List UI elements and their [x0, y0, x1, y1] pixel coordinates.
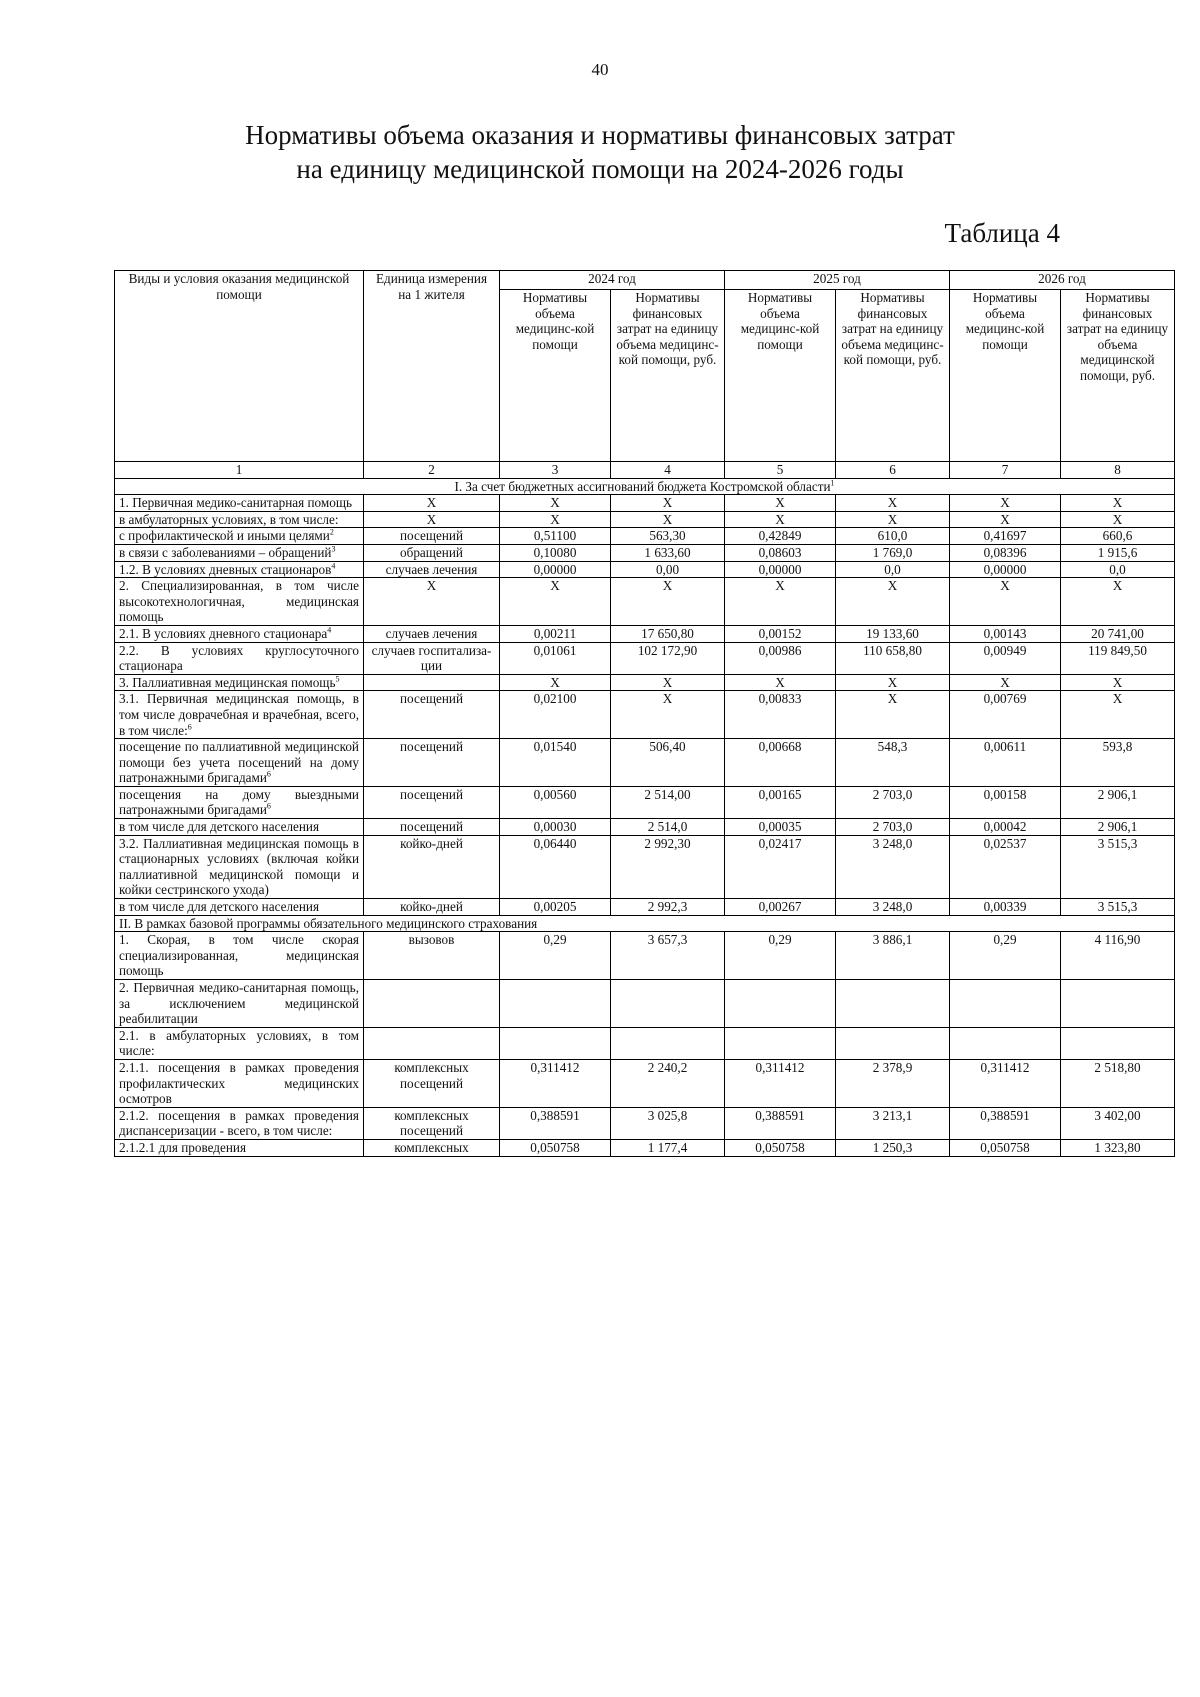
title-line-2: на единицу медицинской помощи на 2024-2026 годы: [296, 154, 904, 184]
table-row: [115, 495, 1175, 512]
finance-cell: [1061, 1027, 1175, 1059]
finance-cell: X: [611, 578, 725, 626]
header-volume: Нормативы объема медицинс-кой помощи: [950, 290, 1061, 462]
finance-cell: [836, 1027, 950, 1059]
volume-cell: 0,00668: [725, 739, 836, 787]
table-row: [115, 674, 1175, 691]
finance-cell: 1 633,60: [611, 544, 725, 561]
finance-cell: 2 378,9: [836, 1059, 950, 1107]
row-name: [115, 544, 364, 561]
column-number: 4: [611, 462, 725, 479]
finance-cell: X: [836, 495, 950, 512]
volume-cell: 0,08603: [725, 544, 836, 561]
finance-cell: X: [611, 495, 725, 512]
row-unit: комплексных посещений: [364, 1107, 500, 1139]
volume-cell: X: [500, 674, 611, 691]
row-name: [115, 528, 364, 545]
row-name: [115, 495, 364, 512]
row-name: [115, 674, 364, 691]
volume-cell: 0,311412: [500, 1059, 611, 1107]
volume-cell: 0,050758: [725, 1139, 836, 1156]
row-name-text: в том числе для детского населения: [119, 819, 320, 835]
row-unit: койко-дней: [364, 835, 500, 898]
volume-cell: 0,29: [725, 932, 836, 980]
footnote-mark: 3: [331, 544, 336, 554]
row-unit: [364, 1027, 500, 1059]
volume-cell: 0,00833: [725, 691, 836, 739]
header-year-2026: 2026 год: [950, 271, 1175, 290]
finance-cell: 548,3: [836, 739, 950, 787]
header-finance: Нормативы финансовых затрат на единицу объема медицинской помощи, руб.: [1061, 290, 1175, 462]
finance-cell: 2 992,30: [611, 835, 725, 898]
row-name-text: 3. Паллиативная медицинская помощь: [119, 674, 336, 690]
table-label: Таблица 4: [944, 218, 1060, 248]
volume-cell: 0,00560: [500, 786, 611, 818]
column-numbers-row: [115, 462, 1175, 479]
finance-cell: X: [611, 691, 725, 739]
finance-cell: 563,30: [611, 528, 725, 545]
finance-cell: 2 703,0: [836, 786, 950, 818]
table-row: [115, 544, 1175, 561]
volume-cell: 0,00035: [725, 819, 836, 836]
title-line-1: Нормативы объема оказания и нормативы финансовых затрат: [245, 120, 955, 150]
finance-cell: 2 514,0: [611, 819, 725, 836]
row-name: [115, 1107, 364, 1139]
table-row: [115, 739, 1175, 787]
finance-cell: 3 657,3: [611, 932, 725, 980]
row-name: [115, 786, 364, 818]
finance-cell: 660,6: [1061, 528, 1175, 545]
finance-cell: 19 133,60: [836, 625, 950, 642]
table-row: [115, 819, 1175, 836]
finance-cell: 1 915,6: [1061, 544, 1175, 561]
row-name: [115, 739, 364, 787]
footnote-mark: 6: [266, 769, 271, 779]
finance-cell: 3 886,1: [836, 932, 950, 980]
finance-cell: 506,40: [611, 739, 725, 787]
finance-cell: 3 213,1: [836, 1107, 950, 1139]
volume-cell: X: [950, 511, 1061, 528]
row-name: [115, 932, 364, 980]
volume-cell: 0,311412: [950, 1059, 1061, 1107]
finance-cell: X: [1061, 495, 1175, 512]
finance-cell: 3 248,0: [836, 899, 950, 916]
row-name-text: в связи с заболеваниями – обращений: [119, 544, 332, 560]
volume-cell: 0,02100: [500, 691, 611, 739]
row-unit: посещений: [364, 819, 500, 836]
finance-cell: 20 741,00: [1061, 625, 1175, 642]
header-year-2024: 2024 год: [500, 271, 725, 290]
header-unit: Единица измерения на 1 жителя: [364, 271, 500, 462]
footnote-mark: 5: [335, 674, 340, 684]
column-number: 1: [115, 462, 364, 479]
row-name: [115, 835, 364, 898]
volume-cell: 0,01061: [500, 642, 611, 674]
table-row: [115, 1139, 1175, 1156]
finance-cell: 1 250,3: [836, 1139, 950, 1156]
volume-cell: 0,08396: [950, 544, 1061, 561]
row-name-text: в амбулаторных условиях, в том числе:: [119, 511, 339, 527]
section-row: [115, 478, 1175, 495]
table-row: [115, 980, 1175, 1028]
volume-cell: 0,06440: [500, 835, 611, 898]
volume-cell: 0,00000: [500, 561, 611, 578]
volume-cell: 0,00158: [950, 786, 1061, 818]
page-number: 40: [591, 60, 609, 79]
finance-cell: 593,8: [1061, 739, 1175, 787]
row-name-text: 2.1. в амбулаторных условиях, в том числе:: [119, 1027, 359, 1059]
row-name-text: 3.1. Первичная медицинская помощь, в том числе доврачебная и врачебная, всего, в том числе:: [119, 691, 359, 738]
section-title-text: II. В рамках базовой программы обязательного медицинского страхования: [119, 915, 538, 931]
volume-cell: 0,00165: [725, 786, 836, 818]
row-name-text: 1. Первичная медико-санитарная помощь: [119, 495, 352, 511]
header-year-2025: 2025 год: [725, 271, 950, 290]
volume-cell: 0,51100: [500, 528, 611, 545]
volume-cell: 0,02417: [725, 835, 836, 898]
row-name: [115, 578, 364, 626]
finance-cell: X: [1061, 691, 1175, 739]
finance-cell: 3 402,00: [1061, 1107, 1175, 1139]
volume-cell: 0,01540: [500, 739, 611, 787]
row-name-text: в том числе для детского населения: [119, 899, 320, 915]
row-unit: случаев лечения: [364, 561, 500, 578]
volume-cell: 0,10080: [500, 544, 611, 561]
row-name-text: 1.2. В условиях дневных стационаров: [119, 561, 332, 577]
row-unit: посещений: [364, 739, 500, 787]
table-row: [115, 835, 1175, 898]
row-name-text: 2.1. В условиях дневного стационара: [119, 625, 328, 641]
finance-cell: 2 906,1: [1061, 786, 1175, 818]
header-finance: Нормативы финансовых затрат на единицу объема медицинс-кой помощи, руб.: [836, 290, 950, 462]
volume-cell: X: [950, 674, 1061, 691]
row-name: [115, 1027, 364, 1059]
volume-cell: 0,388591: [950, 1107, 1061, 1139]
row-unit: случаев госпитализа-ции: [364, 642, 500, 674]
row-unit: обращений: [364, 544, 500, 561]
row-name: [115, 819, 364, 836]
header-finance: Нормативы финансовых затрат на единицу объема медицинс-кой помощи, руб.: [611, 290, 725, 462]
section-title-text: I. За счет бюджетных ассигнований бюджета Костромской области: [454, 478, 831, 494]
row-name-text: 2.1.2. посещения в рамках проведения диспансеризации - всего, в том числе:: [119, 1107, 359, 1139]
row-name: [115, 1059, 364, 1107]
row-name-text: 3.2. Паллиативная медицинская помощь в стационарных условиях (включая койки паллиативной медицинской помощи и койки сестринского ухода): [119, 835, 359, 898]
section-row: [115, 915, 1175, 932]
footnote-mark: 1: [830, 478, 835, 488]
column-number: 8: [1061, 462, 1175, 479]
row-name: [115, 642, 364, 674]
row-unit: X: [364, 511, 500, 528]
header-volume: Нормативы объема медицинс-кой помощи: [725, 290, 836, 462]
volume-cell: 0,00143: [950, 625, 1061, 642]
volume-cell: 0,00949: [950, 642, 1061, 674]
row-unit: посещений: [364, 691, 500, 739]
volume-cell: 0,00000: [950, 561, 1061, 578]
finance-cell: 1 177,4: [611, 1139, 725, 1156]
volume-cell: 0,00769: [950, 691, 1061, 739]
volume-cell: 0,00042: [950, 819, 1061, 836]
volume-cell: X: [500, 511, 611, 528]
volume-cell: 0,00211: [500, 625, 611, 642]
finance-cell: X: [611, 511, 725, 528]
row-unit: случаев лечения: [364, 625, 500, 642]
finance-cell: 0,00: [611, 561, 725, 578]
row-name-text: 2.1.1. посещения в рамках проведения профилактических медицинских осмотров: [119, 1059, 359, 1107]
finance-cell: [836, 980, 950, 1028]
finance-cell: 119 849,50: [1061, 642, 1175, 674]
footnote-mark: 2: [329, 527, 334, 537]
volume-cell: X: [950, 578, 1061, 626]
finance-cell: X: [836, 674, 950, 691]
table-row: [115, 561, 1175, 578]
row-name: [115, 625, 364, 642]
volume-cell: 0,41697: [950, 528, 1061, 545]
row-unit: комплексных посещений: [364, 1059, 500, 1107]
table-row: [115, 786, 1175, 818]
volume-cell: X: [725, 511, 836, 528]
section-title: [115, 915, 1175, 932]
volume-cell: X: [725, 674, 836, 691]
finance-cell: 17 650,80: [611, 625, 725, 642]
volume-cell: X: [950, 495, 1061, 512]
row-unit: вызовов: [364, 932, 500, 980]
volume-cell: [500, 980, 611, 1028]
volume-cell: 0,00152: [725, 625, 836, 642]
finance-cell: 2 703,0: [836, 819, 950, 836]
table-row: [115, 511, 1175, 528]
volume-cell: 0,29: [950, 932, 1061, 980]
row-name-text: посещение по паллиативной медицинской помощи без учета посещений на дому патронажными бригадами: [119, 739, 359, 786]
finance-cell: 2 240,2: [611, 1059, 725, 1107]
volume-cell: 0,388591: [500, 1107, 611, 1139]
finance-cell: 3 515,3: [1061, 899, 1175, 916]
row-name: [115, 561, 364, 578]
row-name: [115, 899, 364, 916]
table-row: [115, 1027, 1175, 1059]
volume-cell: 0,00339: [950, 899, 1061, 916]
row-name-text: 2. Первичная медико-санитарная помощь, за исключением медицинской реабилитации: [119, 980, 359, 1027]
footnote-mark: 4: [331, 561, 336, 571]
finance-cell: [611, 1027, 725, 1059]
table-row: [115, 625, 1175, 642]
table-row: [115, 528, 1175, 545]
row-name: [115, 511, 364, 528]
footnote-mark: 4: [327, 625, 332, 635]
volume-cell: 0,42849: [725, 528, 836, 545]
header-volume: Нормативы объема медицинс-кой помощи: [500, 290, 611, 462]
table-row: [115, 691, 1175, 739]
volume-cell: 0,00986: [725, 642, 836, 674]
volume-cell: [500, 1027, 611, 1059]
volume-cell: 0,00205: [500, 899, 611, 916]
volume-cell: X: [500, 578, 611, 626]
volume-cell: 0,29: [500, 932, 611, 980]
table-row: [115, 1107, 1175, 1139]
section-title: [115, 478, 1175, 495]
volume-cell: [950, 1027, 1061, 1059]
header-kind: Виды и условия оказания медицинской помощи: [115, 271, 364, 462]
finance-cell: 3 248,0: [836, 835, 950, 898]
footnote-mark: 6: [187, 722, 192, 732]
table-row: [115, 1059, 1175, 1107]
row-name: [115, 691, 364, 739]
volume-cell: [950, 980, 1061, 1028]
row-unit: посещений: [364, 528, 500, 545]
column-number: 6: [836, 462, 950, 479]
column-number: 5: [725, 462, 836, 479]
column-number: 3: [500, 462, 611, 479]
row-name-text: 2. Специализированная, в том числе высокотехнологичная, медицинская помощь: [119, 578, 359, 625]
finance-cell: 2 992,3: [611, 899, 725, 916]
column-number: 2: [364, 462, 500, 479]
table-row: [115, 899, 1175, 916]
finance-cell: 1 769,0: [836, 544, 950, 561]
volume-cell: 0,02537: [950, 835, 1061, 898]
table-row: [115, 578, 1175, 626]
finance-cell: 2 906,1: [1061, 819, 1175, 836]
column-number: 7: [950, 462, 1061, 479]
footnote-mark: 6: [266, 802, 271, 812]
row-name-text: 1. Скорая, в том числе скорая специализированная, медицинская помощь: [119, 932, 359, 979]
volume-cell: [725, 1027, 836, 1059]
finance-cell: 0,0: [836, 561, 950, 578]
volume-cell: 0,00000: [725, 561, 836, 578]
volume-cell: 0,311412: [725, 1059, 836, 1107]
row-unit: X: [364, 578, 500, 626]
row-name: [115, 980, 364, 1028]
volume-cell: [725, 980, 836, 1028]
norms-table: [114, 270, 1175, 1157]
finance-cell: 102 172,90: [611, 642, 725, 674]
row-name: [115, 1139, 364, 1156]
finance-cell: 110 658,80: [836, 642, 950, 674]
document-title: [0, 118, 1200, 186]
volume-cell: 0,00030: [500, 819, 611, 836]
row-name-text: 2.2. В условиях круглосуточного стационара: [119, 642, 359, 674]
volume-cell: 0,050758: [500, 1139, 611, 1156]
volume-cell: 0,388591: [725, 1107, 836, 1139]
finance-cell: X: [1061, 578, 1175, 626]
finance-cell: 0,0: [1061, 561, 1175, 578]
table-row: [115, 642, 1175, 674]
volume-cell: X: [500, 495, 611, 512]
finance-cell: X: [1061, 674, 1175, 691]
volume-cell: 0,00611: [950, 739, 1061, 787]
row-name-text: 2.1.2.1 для проведения: [119, 1139, 247, 1155]
finance-cell: [1061, 980, 1175, 1028]
finance-cell: [611, 980, 725, 1028]
finance-cell: 4 116,90: [1061, 932, 1175, 980]
finance-cell: X: [836, 511, 950, 528]
finance-cell: X: [836, 578, 950, 626]
row-name-text: с профилактической и иными целями: [119, 528, 330, 544]
row-name-text: посещения на дому выездными патронажными бригадами: [119, 786, 359, 818]
finance-cell: 3 025,8: [611, 1107, 725, 1139]
finance-cell: X: [836, 691, 950, 739]
row-unit: [364, 980, 500, 1028]
row-unit: койко-дней: [364, 899, 500, 916]
row-unit: [364, 674, 500, 691]
finance-cell: X: [611, 674, 725, 691]
volume-cell: 0,050758: [950, 1139, 1061, 1156]
volume-cell: X: [725, 495, 836, 512]
row-unit: комплексных: [364, 1139, 500, 1156]
finance-cell: X: [1061, 511, 1175, 528]
finance-cell: 1 323,80: [1061, 1139, 1175, 1156]
table-row: [115, 932, 1175, 980]
volume-cell: 0,00267: [725, 899, 836, 916]
row-unit: X: [364, 495, 500, 512]
finance-cell: 610,0: [836, 528, 950, 545]
volume-cell: X: [725, 578, 836, 626]
finance-cell: 3 515,3: [1061, 835, 1175, 898]
finance-cell: 2 514,00: [611, 786, 725, 818]
finance-cell: 2 518,80: [1061, 1059, 1175, 1107]
row-unit: посещений: [364, 786, 500, 818]
